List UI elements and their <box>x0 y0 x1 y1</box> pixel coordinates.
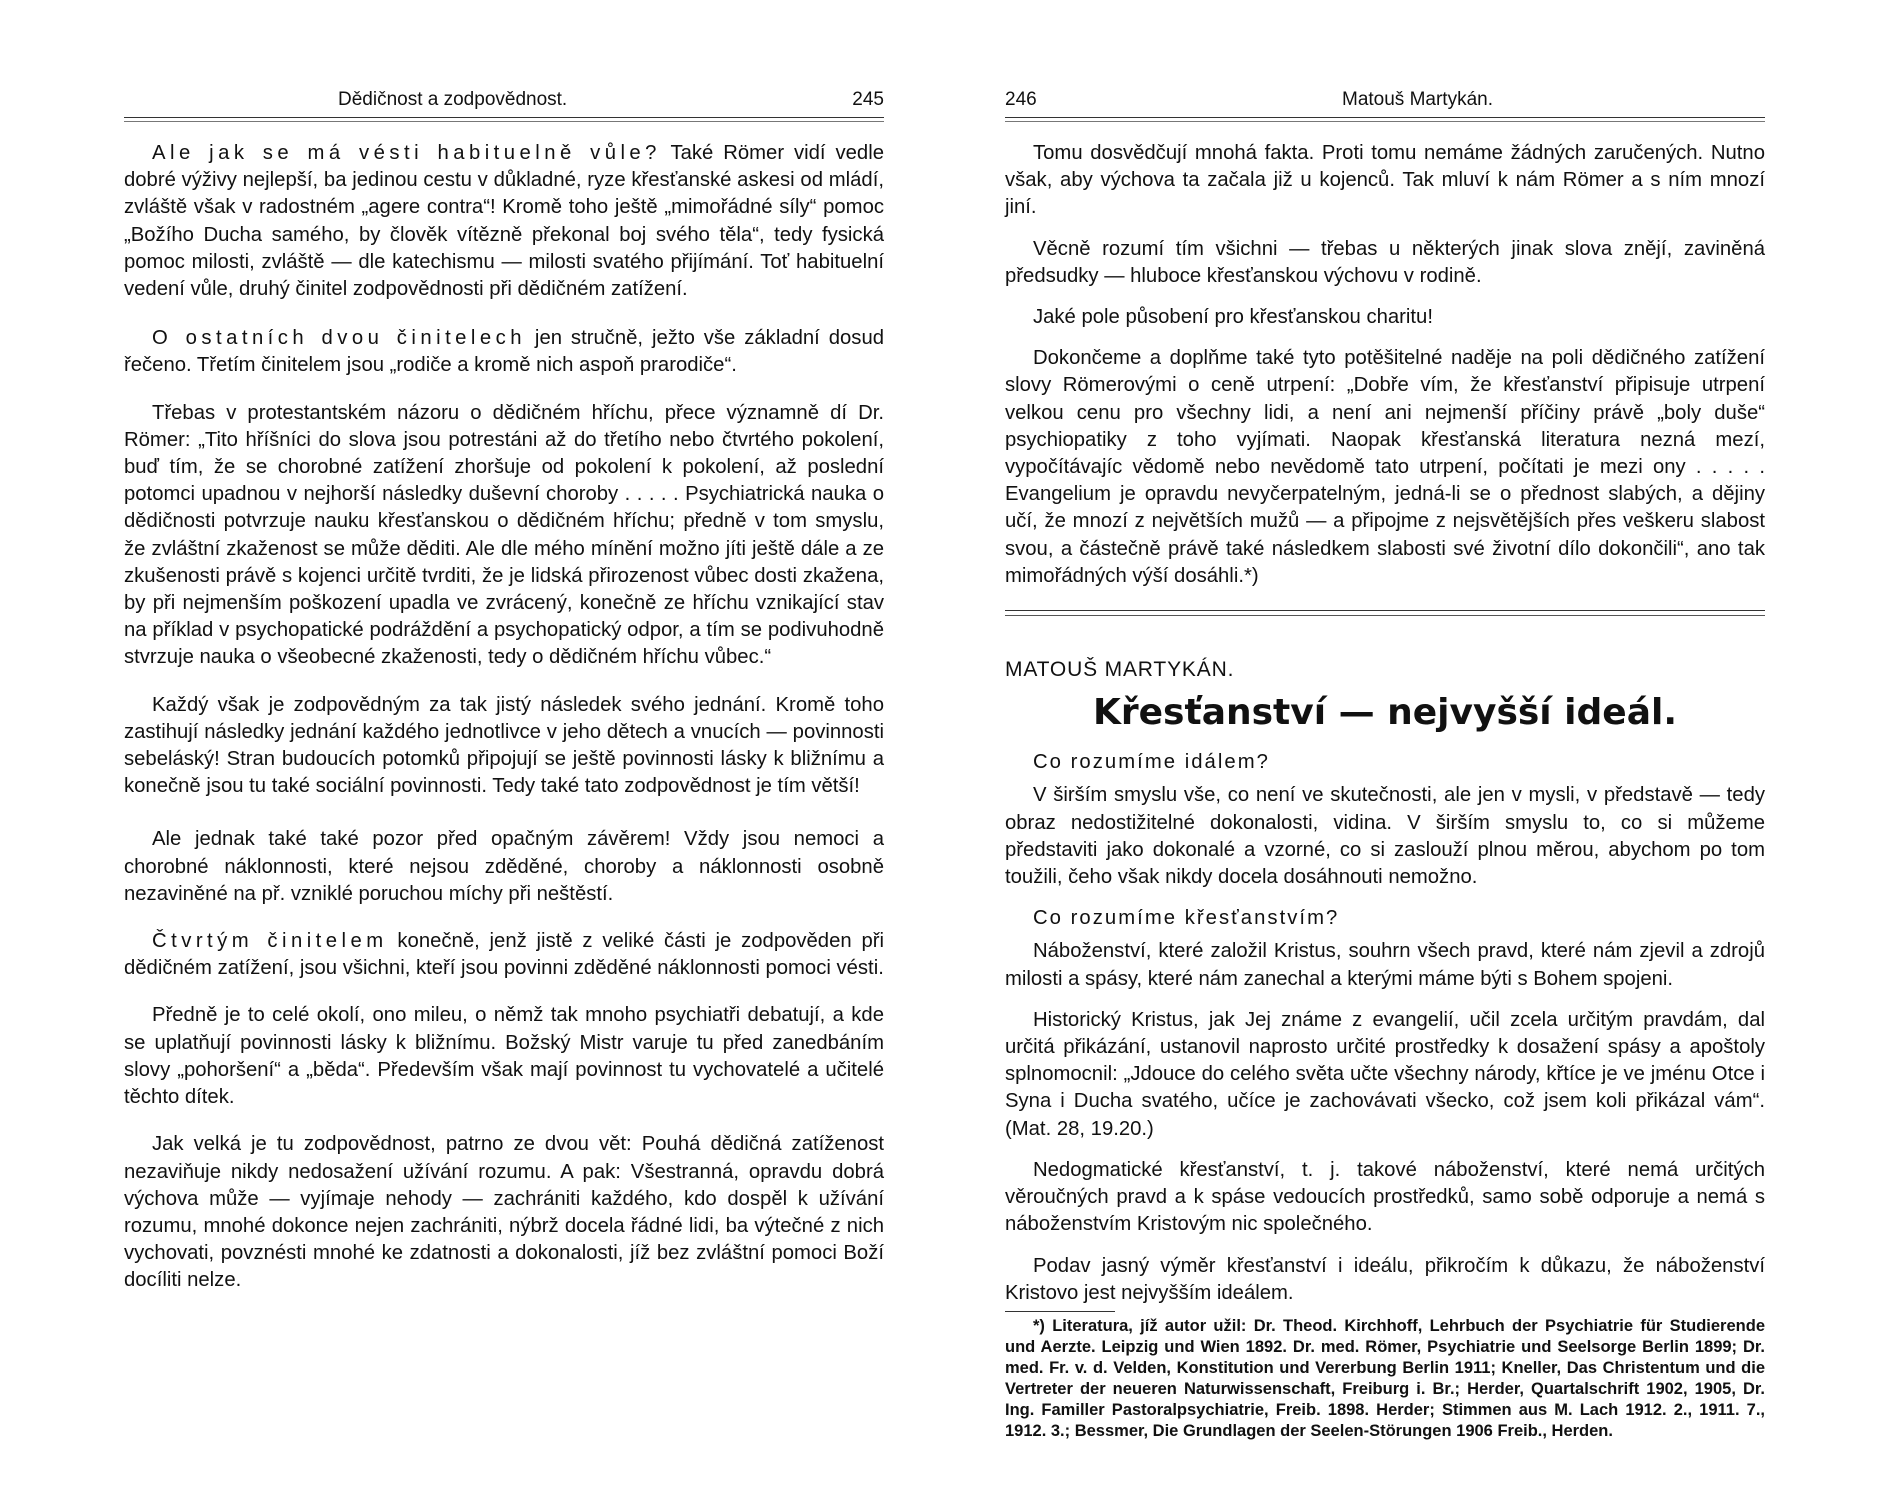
left-running-title: Dědičnost a zodpovědnost. <box>338 89 568 110</box>
right-running-title: Matouš Martykán. <box>1342 89 1493 110</box>
answer-1: V širším smyslu vše, co není ve skutečnosti, ale jen v mysli, v představě — tedy obraz nedostižitelné dokonalosti, vidina. V širším smyslu to, co si můžeme představiti jako dokonalé a vzorné, co si zaslouží plnou měrou, abychom po tom toužili, čeho však nikdy docela dosáhnouti nemožno. <box>1005 784 1765 889</box>
section-rule <box>1005 610 1765 611</box>
left-paragraph-1: Ale jak se má vésti habituelně vůle? Také Römer vidí vedle dobré výživy nejlepší, ba jedinou cestu v důkladné, ryze křesťanské askesi od mládí, zvláště však v radostném „agere contra“! Kromě toho ještě „mimořádné síly“ pomoc „Božího Ducha samého, by člověk vítězně překonal boj svého těla“, tedy fysická pomoc milosti, zvláště — dle katechismu — milosti svatého přijímání. Toť habituelní vedení vůle, druhý činitel zodpovědnosti při dědičném zatížení. <box>124 142 884 301</box>
footnote: *) Literatura, jíž autor užil: Dr. Theod. Kirchhoff, Lehrbuch der Psychiatrie für Studierende und Aerzte. Leipzig und Wien 1892. Dr. med. Römer, Psychiatrie und Seelsorge Berlin 1899; Dr. med. Fr. v. d. Velden, Konstitution und Vererbung Berlin 1911; Kneller, Das Christentum und die Vertreter der neueren Naturwissenschaft, Freiburg i. Br.; Herder, Quartalschrift 1902, 1905, Dr. Ing. Familler Pastoralpsychiatrie, Freib. 1898. Herder; Stimmen aus M. Lach 1912. 2., 1911. 7., 1912. 3.; Bessmer, Die Grundlagen der Seelen-Störungen 1906 Freib., Herden. <box>1005 1316 1765 1440</box>
article-author: MATOUŠ MARTYKÁN. <box>1005 658 1235 682</box>
left-page <box>124 86 884 1309</box>
article-paragraph-2: Historický Kristus, jak Jej známe z evangelií, učil zcela určitým pravdám, dal určitá přikázání, ustanovil naprosto určité prostředky k dosažení spásy a apoštoly splnomocnil: „Jdouce do celého světa učte všechny národy, křtíce je ve jménu Otce i Syna i Ducha svatého, učíce je zachovávati všecko, což jsem koli přikázal vám“. (Mat. 28, 19.20.) <box>1005 1008 1765 1140</box>
question-2: Co rozumíme křesťanstvím? <box>1033 907 1340 930</box>
section-rule-thin <box>1005 615 1765 616</box>
left-paragraph-4: Každý však je zodpovědným za tak jistý následek svého jednání. Kromě toho zastihují následky jednání každého jednotlivce v jeho dětech a vnucích — povinnosti sebeláský! Stran budoucích potomků připojují se ještě povinnosti lásky k bližnímu a konečně jsou tu také sociální povinnosti. Tedy také tato zodpovědnost je tím větší! <box>124 693 884 798</box>
right-paragraph-2: Věcně rozumí tím všichni — třebas u některých jinak slova znějí, zaviněná předsudky — hluboce křesťanskou výchovu v rodině. <box>1005 237 1765 287</box>
right-page-header <box>1005 86 1765 114</box>
article-title: Křesťanství — nejvyšší ideál. <box>1092 692 1677 734</box>
question-1: Co rozumíme idálem? <box>1033 751 1270 774</box>
right-page <box>1005 86 1765 1442</box>
right-paragraph-4: Dokončeme a doplňme také tyto potěšitelné naděje na poli dědičného zatížení slovy Römerovými o ceně utrpení: „Dobře vím, že křesťanství připisuje utrpení velkou cenu pro všechny lidi, a není ani nejmenší příčiny právě „boly duše“ psychiopatiky z toho vyjímati. Naopak křesťanská literatura nezná mezí, vypočítávajíc vědomě nebo nevědomě tato utrpení, počítati je mezi ony . . . . . Evangelium je opravdu nevyčerpatelným, jedná-li se o přednost slabých, a dějiny učí, že mnozí z největších mužů — a připojme z nejsvětějších přes veškeru slabost svou, a částečně právě také následkem slabosti své životní dílo dokončili“, ano tak mimořádných výší dosáhli.*) <box>1005 347 1765 587</box>
header-rule-thin <box>1005 121 1765 122</box>
header-rule-thin <box>124 121 884 122</box>
right-page-number: 246 <box>1005 89 1037 110</box>
header-rule <box>124 117 884 118</box>
article-paragraph-1: Náboženství, které založil Kristus, souhrn všech pravd, které nám zjevil a zdrojů milosti a spásy, které nám zanechal a kterými máme býti s Bohem spojeni. <box>1005 940 1765 990</box>
right-paragraph-3: Jaké pole působení pro křesťanskou charitu! <box>1033 306 1433 329</box>
footnote-rule <box>1005 1311 1115 1312</box>
left-paragraph-2: O ostatních dvou činitelech jen stručně, ježto vše základní dosud řečeno. Třetím činitelem jsou „rodiče a kromě nich aspoň prarodiče“. <box>124 327 884 377</box>
left-paragraph-5: Ale jednak také také pozor před opačným závěrem! Vždy jsou nemoci a chorobné náklonnosti, které nejsou zděděné, choroby a náklonnosti osobně nezaviněné na př. vzniklé poruchou míchy při neštěstí. <box>124 828 884 905</box>
header-rule <box>1005 117 1765 118</box>
left-paragraph-8: Jak velká je tu zodpovědnost, patrno ze dvou vět: Pouhá dědičná zatíženost nezaviňuje nikdy nedosažení užívání rozumu. A pak: Všestranná, opravdu dobrá výchova může — vyjímaje nehody — zachrániti každého, kdo dospěl k užívání rozumu, mnohé dokonce nejen zachrániti, nýbrž docela řádné lidi, ba výtečné z nich vychovati, povznésti mnohé ke zdatnosti a dokonalosti, jíž bez zvláštní pomoci Boží docíliti nelze. <box>124 1133 884 1292</box>
left-paragraph-6: Čtvrtým činitelem konečně, jenž jistě z veliké části je zodpověden při dědičném zatížení, jsou všichni, kteří jsou povinni zděděné náklonnosti pomoci vésti. <box>124 930 884 980</box>
left-page-number: 245 <box>852 89 884 110</box>
left-paragraph-3: Třebas v protestantském názoru o dědičném hříchu, přece významně dí Dr. Römer: „Tito hříšníci do slova jsou potrestáni až do třetího nebo čtvrtého pokolení, buď tím, že se chorobné zatížení zhoršuje od pokolení k pokolení, až poslední potomci upadnou v nejhorší následky duševní choroby . . . . . Psychiatrická nauka o dědičnosti potvrzuje nauku křesťanskou o dědičném hříchu; předně v tom smyslu, že zvláštní zkaženost se může děditi. Ale dle mého mínění možno jíti ještě dále a ze zkušenosti právě s kojenci určitě tvrditi, že je lidská přirozenost vůbec dosti zkažena, by při nejmenším poškození upadla ve zvrácený, konečně ze hříchu vznikající stav na příklad v psychopatické podráždění a psychopatický odpor, a tím se podivuhodně stvrzuje nauka o všeobecné zkaženosti, tedy o dědičném hříchu vůbec.“ <box>124 401 884 669</box>
left-paragraph-7: Předně je to celé okolí, ono mileu, o němž tak mnoho psychiatři debatují, a kde se uplatňují povinnosti lásky k bližnímu. Božský Mistr varuje tu před zanedbáním slovy „pohoršení“ a „běda“. Především však mají povinnost tu vychovatelé a učitelé těchto dítek. <box>124 1004 884 1109</box>
left-page-header <box>124 86 884 114</box>
article-paragraph-3: Nedogmatické křesťanství, t. j. takové náboženství, které nemá určitých věroučných pravd a k spáse vedoucích prostředků, samo sobě odporuje a nemá s náboženstvím Kristovým nic společného. <box>1005 1158 1765 1236</box>
article-paragraph-4: Podav jasný výměr křesťanství i ideálu, přikročím k důkazu, že náboženství Kristovo jest nejvyšším ideálem. <box>1005 1254 1765 1304</box>
right-paragraph-1: Tomu dosvědčují mnohá fakta. Proti tomu nemáme žádných zaručených. Nutno však, aby výchova ta začala již u kojenců. Tak mluví k nám Römer a s ním mnozí jiní. <box>1005 142 1765 219</box>
